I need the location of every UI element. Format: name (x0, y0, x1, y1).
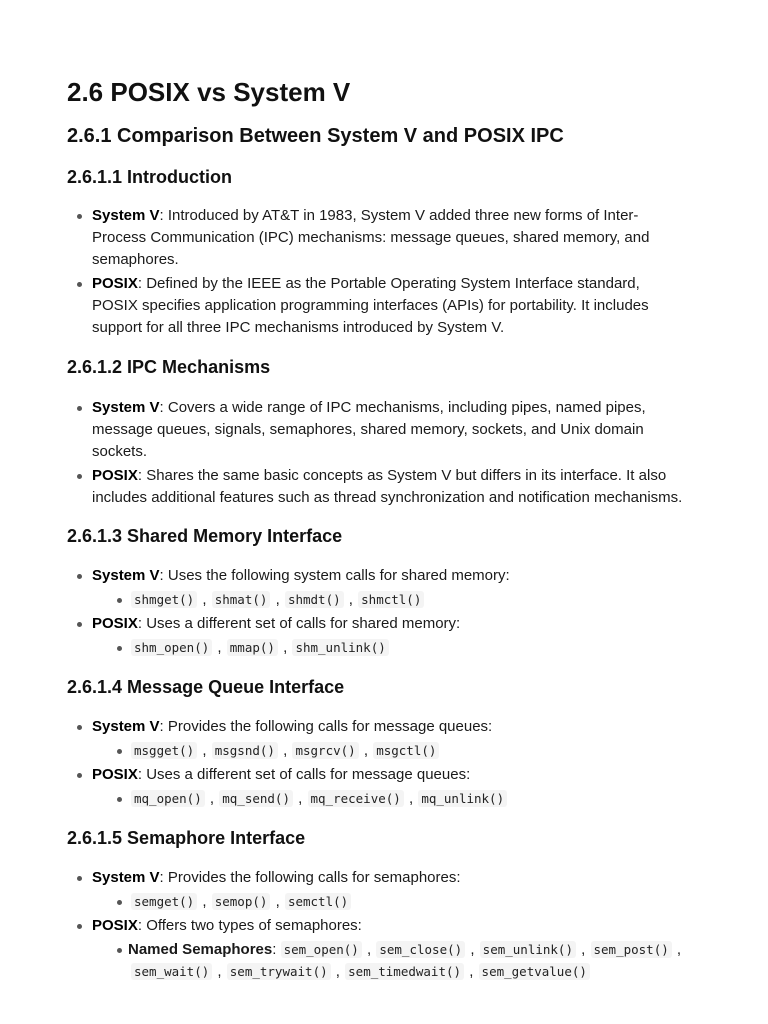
intro-posix-line-2: POSIX specifies application programming interfaces (APIs) for portability. It includes (92, 297, 649, 314)
intro-sysv-line-1: System V: Introduced by AT&T in 1983, System V added three new forms of Inter- (92, 207, 639, 224)
sem-named-line-2 (131, 961, 590, 983)
ipc-sysv-line-2: message queues, signals, semaphores, shared memory, sockets, and Unix domain (92, 421, 644, 438)
separator: , (293, 790, 307, 807)
bullet-icon (77, 214, 82, 219)
function-call: sem_unlink() (480, 941, 576, 958)
separator: , (198, 742, 211, 759)
heading-semaphore: 2.6.1.5 Semaphore Interface (67, 828, 306, 848)
mq-posix-line: POSIX: Uses a different set of calls for message queues: (92, 766, 471, 783)
function-call: msgsnd() (212, 742, 278, 759)
sem-sysv-calls (131, 891, 351, 913)
function-call: shmctl() (358, 591, 424, 608)
separator: , (576, 941, 590, 958)
separator: , (404, 790, 418, 807)
separator: , (271, 591, 284, 608)
named-semaphores-label: Named Semaphores (128, 941, 273, 958)
bullet-icon (77, 622, 82, 627)
bullet-icon (77, 773, 82, 778)
separator: , (362, 941, 376, 958)
ipc-posix-line-2: includes additional features such as thread synchronization and notification mechanisms. (92, 489, 683, 506)
separator: , (278, 639, 292, 656)
intro-posix-line-3: support for all three IPC mechanisms introduced by System V. (92, 319, 505, 336)
intro-sysv-line-3: semaphores. (92, 251, 179, 268)
function-call: mmap() (227, 639, 278, 656)
bullet-icon (77, 282, 82, 287)
separator: , (271, 893, 284, 910)
heading-introduction: 2.6.1.1 Introduction (67, 167, 233, 187)
function-call: mq_receive() (308, 790, 404, 807)
sem-posix-line: POSIX: Offers two types of semaphores: (92, 917, 362, 934)
bullet-icon (117, 900, 122, 905)
function-call: shm_open() (131, 639, 212, 656)
separator: , (331, 963, 345, 980)
function-call: sem_trywait() (227, 963, 331, 980)
bullet-icon (77, 406, 82, 411)
heading-message-queue: 2.6.1.4 Message Queue Interface (67, 677, 345, 697)
shm-posix-line: POSIX: Uses a different set of calls for shared memory: (92, 615, 461, 632)
intro-sysv-line-2: Process Communication (IPC) mechanisms: message queues, shared memory, and (92, 229, 650, 246)
function-call: shm_unlink() (292, 639, 388, 656)
bullet-icon (77, 924, 82, 929)
mq-sysv-line: System V: Provides the following calls for message queues: (92, 718, 493, 735)
function-call: mq_send() (219, 790, 293, 807)
ipc-sysv-line-1: System V: Covers a wide range of IPC mechanisms, including pipes, named pipes, (92, 399, 646, 416)
separator: , (672, 941, 682, 958)
bullet-icon (117, 797, 122, 802)
separator: , (359, 742, 373, 759)
bullet-icon (117, 598, 122, 603)
function-call: msgctl() (373, 742, 439, 759)
function-call: sem_getvalue() (479, 963, 590, 980)
shm-posix-calls (131, 637, 389, 659)
ipc-sysv-line-3: sockets. (92, 443, 148, 460)
bullet-icon (77, 876, 82, 881)
intro-posix-line-1: POSIX: Defined by the IEEE as the Portable Operating System Interface standard, (92, 275, 640, 292)
separator: , (198, 591, 211, 608)
sem-sysv-line: System V: Provides the following calls for semaphores: (92, 869, 461, 886)
bullet-icon (77, 474, 82, 479)
function-call: sem_open() (281, 941, 362, 958)
separator: , (465, 963, 478, 980)
function-call: sem_wait() (131, 963, 212, 980)
function-call: shmdt() (285, 591, 344, 608)
function-call: sem_timedwait() (345, 963, 464, 980)
heading-shared-memory: 2.6.1.3 Shared Memory Interface (67, 526, 343, 546)
function-call: msgrcv() (292, 742, 358, 759)
function-call: mq_open() (131, 790, 205, 807)
shm-sysv-calls (131, 589, 424, 611)
separator: , (198, 893, 211, 910)
function-call: mq_unlink() (418, 790, 507, 807)
ipc-posix-line-1: POSIX: Shares the same basic concepts as System V but differs in its interface. It also (92, 467, 667, 484)
mq-posix-calls (131, 788, 507, 810)
bullet-icon (117, 749, 122, 754)
mq-sysv-calls (131, 740, 439, 762)
bullet-icon (117, 646, 122, 651)
function-call: shmat() (212, 591, 271, 608)
function-call: semctl() (285, 893, 351, 910)
section-title: 2.6.1 Comparison Between System V and POSIX IPC (67, 125, 564, 147)
shm-sysv-line: System V: Uses the following system calls for shared memory: (92, 567, 510, 584)
function-call: sem_close() (376, 941, 465, 958)
separator: , (466, 941, 479, 958)
bullet-icon (117, 948, 122, 953)
page-title: 2.6 POSIX vs System V (67, 77, 351, 107)
function-call: shmget() (131, 591, 197, 608)
bullet-icon (77, 574, 82, 579)
sem-named-line-1: Named Semaphores: sem_open() , sem_close() , sem_unlink() , sem_post() , (128, 941, 682, 958)
function-call: semget() (131, 893, 197, 910)
heading-ipc-mechanisms: 2.6.1.2 IPC Mechanisms (67, 357, 271, 377)
separator: , (205, 790, 219, 807)
separator: , (213, 639, 226, 656)
separator: , (344, 591, 358, 608)
function-call: semop() (212, 893, 271, 910)
separator: , (213, 963, 226, 980)
function-call: sem_post() (591, 941, 672, 958)
separator: , (278, 742, 292, 759)
bullet-icon (77, 725, 82, 730)
function-call: msgget() (131, 742, 197, 759)
